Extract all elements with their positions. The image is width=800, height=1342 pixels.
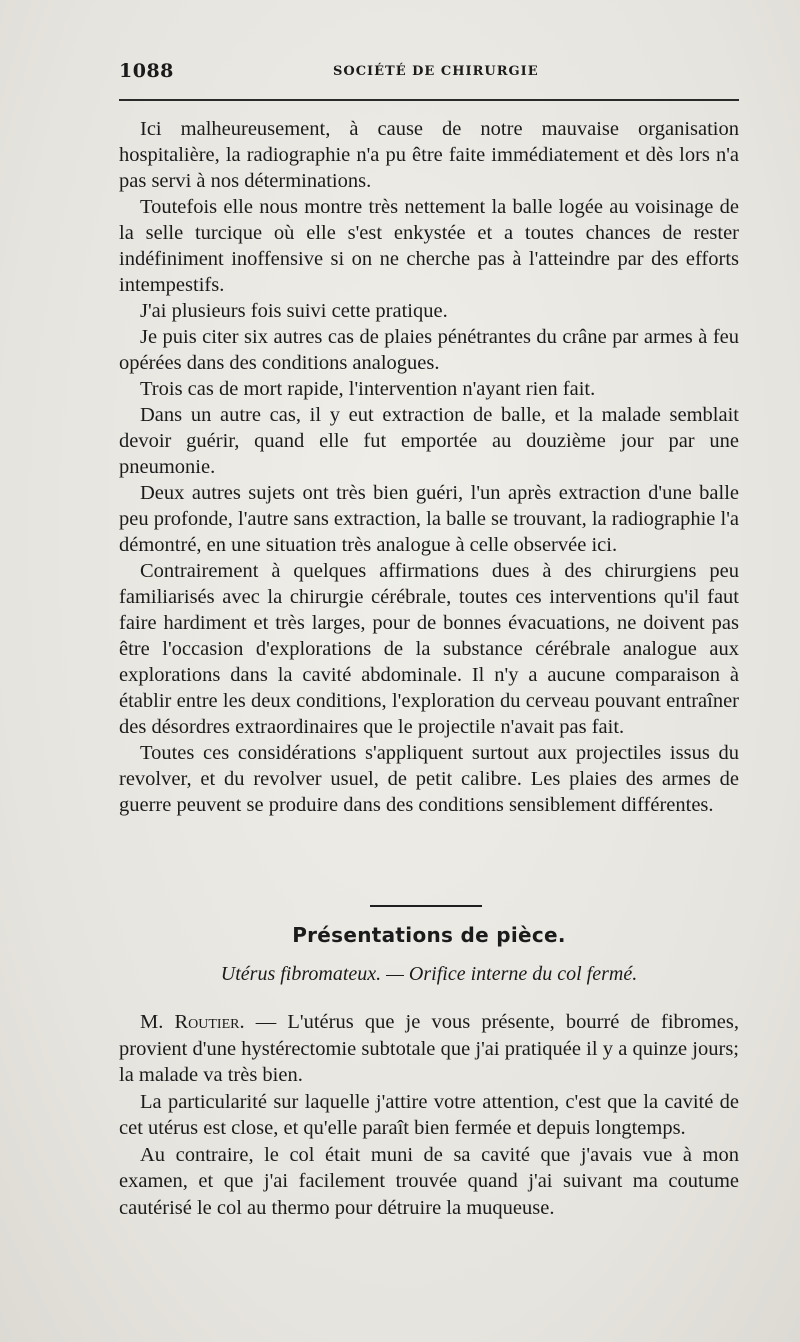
paragraph: Contrairement à quelques affirmations dues à des chirurgiens peu familiarisés avec la chirurgie cérébrale, toutes ces interventions qu'il faut faire hardiment et très larges, pour de bonnes évacuations, ne doivent pas être l'occasion d'explorations de la substance cérébrale analogue aux explorations dans la cavité abdominale. Il n'y a aucune comparaison à établir entre les deux conditions, l'exploration du cerveau pouvant entraîner des désordres extraordinaires que le projectile n'avait pas fait. <box>119 560 739 738</box>
section-subtitle: Utérus fibromateux. — Orifice interne du col fermé. <box>220 963 638 985</box>
running-head: SOCIÉTÉ DE CHIRURGIE <box>333 64 539 79</box>
paragraph: Au contraire, le col était muni de sa cavité que j'avais vue à mon examen, et que j'ai facilement trouvée quand j'ai suivant ma coutume cautérisé le col au thermo pour détruire la muqueuse. <box>119 1143 739 1219</box>
paragraph: Ici malheureusement, à cause de notre mauvaise organisation hospitalière, la radiographie n'a pu être faite immédiatement et dès lors n'a pas servi à nos déterminations. <box>119 118 739 192</box>
section-text <box>119 1009 739 1221</box>
paragraph: La particularité sur laquelle j'attire votre attention, c'est que la cavité de cet utérus est close, et qu'elle paraît bien fermée et depuis longtemps. <box>119 1090 739 1139</box>
section-separator <box>370 905 482 907</box>
page-number: 1088 <box>119 60 174 82</box>
section-heading: Présentations de pièce. <box>292 923 566 947</box>
paragraph: J'ai plusieurs fois suivi cette pratique. <box>140 300 448 322</box>
paragraph: Dans un autre cas, il y eut extraction de balle, et la malade semblait devoir guérir, quand elle fut emportée au douzième jour par une pneumonie. <box>119 404 739 478</box>
paragraph: Trois cas de mort rapide, l'intervention n'ayant rien fait. <box>140 378 596 400</box>
paragraph-text: — L'utérus que je vous présente, bourré de fibromes, provient d'une hystérectomie subtotale que j'ai pratiquée il y a quinze jours; la malade va très bien. <box>119 1011 739 1086</box>
body-text <box>119 116 739 818</box>
paragraph: Je puis citer six autres cas de plaies pénétrantes du crâne par armes à feu opérées dans des conditions analogues. <box>119 326 739 374</box>
author-name: M. Routier. <box>140 1011 245 1033</box>
paragraph: Toutefois elle nous montre très nettement la balle logée au voisinage de la selle turcique où elle s'est enkystée et a toutes chances de rester indéfiniment inoffensive si on ne cherche pas à l'atteindre par des efforts intempestifs. <box>119 196 739 296</box>
header-rule <box>119 99 739 101</box>
paragraph: Deux autres sujets ont très bien guéri, l'un après extraction d'une balle peu profonde, l'autre sans extraction, la balle se trouvant, la radiographie l'a démontré, en une situation très analogue à celle observée ici. <box>119 482 739 556</box>
paragraph: Toutes ces considérations s'appliquent surtout aux projectiles issus du revolver, et du revolver usuel, de petit calibre. Les plaies des armes de guerre peuvent se produire dans des conditions sensiblement différentes. <box>119 742 739 816</box>
paragraph <box>119 1009 739 1089</box>
page-header <box>119 60 739 88</box>
